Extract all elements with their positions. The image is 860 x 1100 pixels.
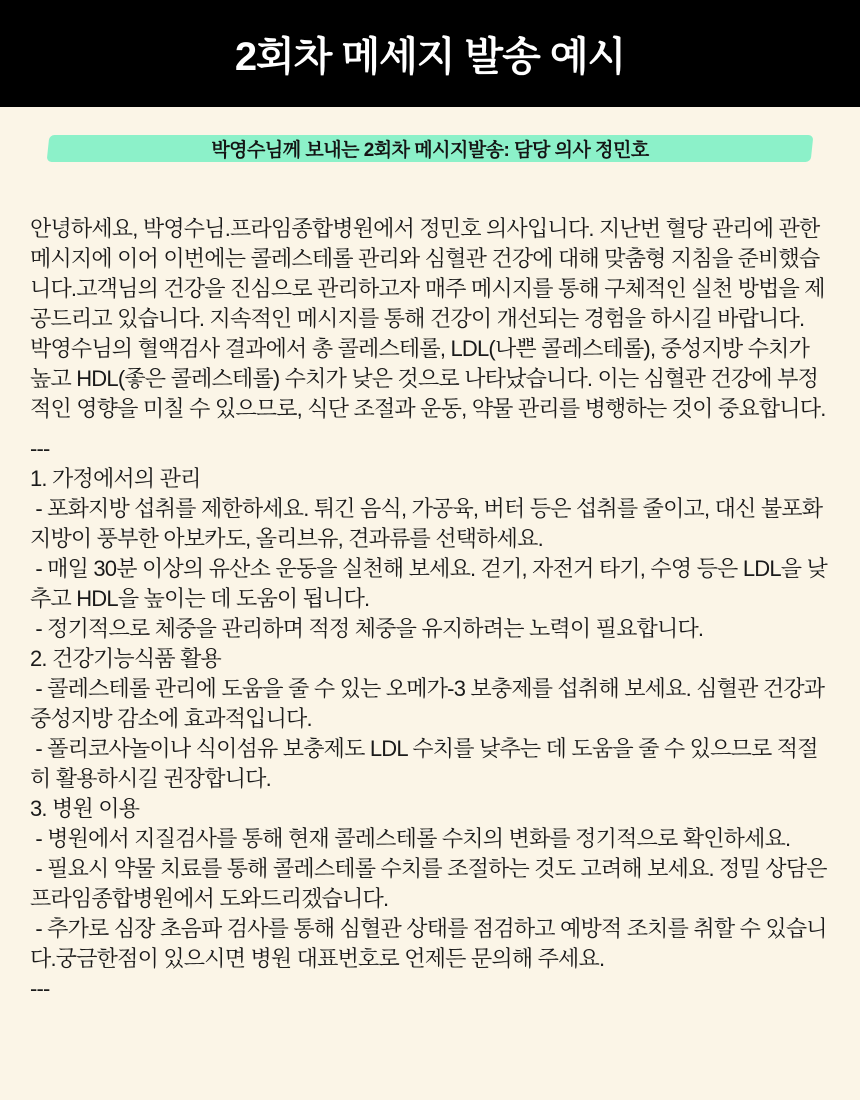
recipient-banner [48,135,812,162]
bullet-line: - 추가로 심장 초음파 검사를 통해 심혈관 상태를 점검하고 예방적 조치를 취할 수 있습니다.궁금한점이 있으시면 병원 대표번호로 언제든 문의해 주세요. [30,916,827,971]
section-heading: 2. 건강기능식품 활용 [30,646,221,671]
message-body [0,214,860,1004]
bullet-line: - 폴리코사놀이나 식이섬유 보충제도 LDL 수치를 낮추는 데 도움을 줄 수 있으므로 적절히 활용하시길 권장합니다. [30,736,818,791]
bullet-line: - 포화지방 섭취를 제한하세요. 튀긴 음식, 가공육, 버터 등은 섭취를 줄이고, 대신 불포화지방이 풍부한 아보카도, 올리브유, 견과류를 선택하세요. [30,496,823,551]
message-paragraph: 박영수님의 혈액검사 결과에서 총 콜레스테롤, LDL(나쁜 콜레스테롤), 중성지방 수치가 높고 HDL(좋은 콜레스테롤) 수치가 낮은 것으로 나타났습니다. 이는 심혈관 건강에 부정적인 영향을 미칠 수 있으므로, 식단 조절과 운동, 약물 관리를 병행하는 것이 중요합니다. [30,336,826,421]
divider-line: --- [30,436,50,461]
recipient-banner-label: 박영수님께 보내는 2회차 메시지발송: 담당 의사 정민호 [211,140,649,161]
header-banner [0,0,860,107]
bullet-line: - 콜레스테롤 관리에 도움을 줄 수 있는 오메가-3 보충제를 섭취해 보세요. 심혈관 건강과 중성지방 감소에 효과적입니다. [30,676,830,731]
message-paragraph: 안녕하세요, 박영수님.프라임종합병원에서 정민호 의사입니다. 지난번 혈당 관리에 관한 메시지에 이어 이번에는 콜레스테롤 관리와 심혈관 건강에 대해 맞춤형 지침을 준비했습니다.고객님의 건강을 진심으로 관리하고자 매주 메시지를 통해 구체적인 실천 방법을 제공드리고 있습니다. 지속적인 메시지를 통해 건강이 개선되는 경험을 하시길 바랍니다. [30,216,825,331]
page-title: 2회차 메세지 발송 예시 [234,35,626,79]
bullet-line: - 매일 30분 이상의 유산소 운동을 실천해 보세요. 걷기, 자전거 타기, 수영 등은 LDL을 낮추고 HDL을 높이는 데 도움이 됩니다. [30,556,827,611]
section-heading: 3. 병원 이용 [30,796,140,821]
section-heading: 1. 가정에서의 관리 [30,466,201,491]
bullet-line: - 정기적으로 체중을 관리하며 적정 체중을 유지하려는 노력이 필요합니다. [30,616,704,641]
bullet-line: - 필요시 약물 치료를 통해 콜레스테롤 수치를 조절하는 것도 고려해 보세요. 정밀 상담은 프라임종합병원에서 도와드리겠습니다. [30,856,833,911]
bullet-line: - 병원에서 지질검사를 통해 현재 콜레스테롤 수치의 변화를 정기적으로 확인하세요. [30,826,791,851]
divider-line: --- [30,976,50,1001]
